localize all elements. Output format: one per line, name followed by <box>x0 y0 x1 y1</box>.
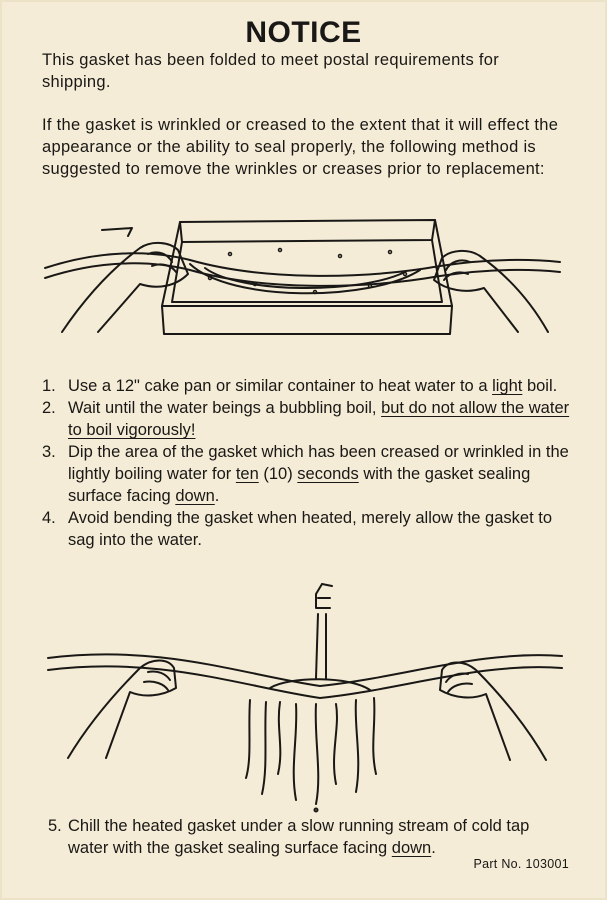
step-text: Avoid bending the gasket when heated, merely allow the gasket to sag into the water. <box>68 509 553 549</box>
right-hand <box>440 663 546 761</box>
step-emphasis: light <box>492 377 523 395</box>
step-text: Use a 12" cake pan or similar container to heat water to a <box>68 377 493 395</box>
dripping-water <box>246 679 376 811</box>
steps-list <box>42 375 572 551</box>
step-text: Chill the heated gasket under a slow running stream of cold tap water with the gasket sealing surface facing <box>68 817 530 857</box>
instructions-paragraph: If the gasket is wrinkled or creased to the extent that it will effect the appearance or the ability to seal properly, the following method is suggested to remove the wrinkles or creases prior to replacement: <box>42 116 559 178</box>
left-hand <box>68 661 176 759</box>
step-text: (10) <box>258 465 298 483</box>
step-number: 5. <box>48 817 62 835</box>
step-text: Dip the area of the gasket which has been creased or wrinkled in the lightly boiling water for <box>68 443 569 483</box>
step-3 <box>42 441 572 507</box>
water-stream <box>316 614 326 678</box>
step-text: with the gasket sealing surface facing <box>68 465 531 505</box>
step-2 <box>42 397 572 441</box>
step-text: . <box>431 839 436 857</box>
step-5 <box>42 815 572 859</box>
faucet-illustration <box>40 578 570 818</box>
step-text: Wait until the water beings a bubbling boil, <box>68 399 382 417</box>
faucet <box>316 584 332 608</box>
step-emphasis: down <box>391 839 432 857</box>
step-text: boil. <box>522 377 558 395</box>
gasket <box>45 253 560 293</box>
left-hand <box>62 228 188 332</box>
page-title: NOTICE <box>245 16 362 49</box>
cake-pan-illustration <box>40 214 570 350</box>
gasket <box>48 654 562 698</box>
intro-paragraph: This gasket has been folded to meet postal requirements for shipping. <box>42 51 500 91</box>
step-number: 4. <box>42 509 56 527</box>
step-emphasis: but do not allow the water to boil vigorously! <box>68 399 570 439</box>
step-number: 3. <box>42 443 56 461</box>
step-emphasis: seconds <box>297 465 359 483</box>
part-number: Part No. 103001 <box>473 857 569 871</box>
step-4 <box>42 507 572 551</box>
step-emphasis: ten <box>235 465 259 483</box>
step-number: 1. <box>42 377 56 395</box>
step-emphasis: down <box>175 487 215 505</box>
step-text: . <box>214 487 220 505</box>
step-number: 2. <box>42 399 56 417</box>
step-1 <box>42 375 572 397</box>
